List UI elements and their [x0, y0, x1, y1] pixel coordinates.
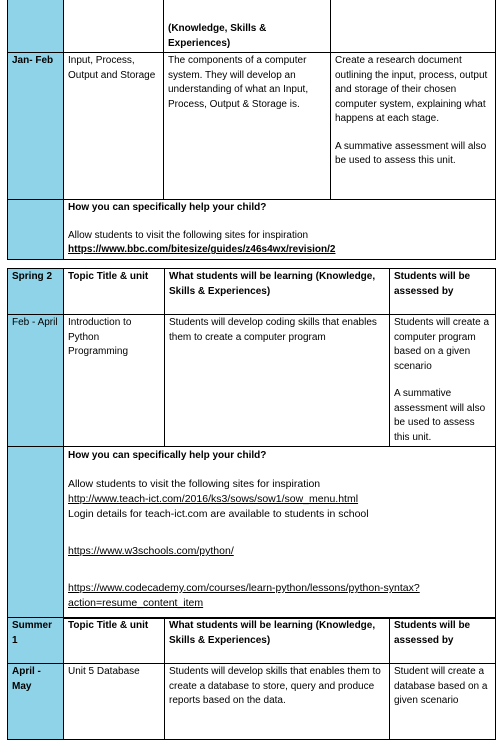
- assessment-text: Student will create a database based on a given scenario: [390, 664, 496, 740]
- spring-2-table: [7, 268, 496, 619]
- help-intro: Allow students to visit the following sites for inspiration: [68, 478, 321, 490]
- unit-row: [8, 53, 496, 200]
- header-row: [8, 269, 496, 315]
- term-cell: [8, 0, 64, 53]
- assessed-header: Students will be assessed by: [390, 618, 496, 664]
- learning-text: The components of a computer system. They will develop an understanding of what an Input, Process, Output & Storage is.: [164, 53, 331, 200]
- learning-text: Students will develop skills that enables them to create a database to store, query and produce reports based on the data.: [165, 664, 390, 740]
- login-details: Login details for teach-ict.com are available to students in school: [68, 508, 369, 520]
- summer-1-table: [7, 617, 496, 740]
- header-row: [8, 618, 496, 664]
- topic-header-cell: [64, 0, 164, 53]
- learning-header-text: (Knowledge, Skills & Experiences): [168, 23, 267, 49]
- topic-title: Introduction to Python Programming: [64, 315, 165, 447]
- codecademy-link[interactable]: https://www.codecademy.com/courses/learn-python/lessons/python-syntax?action=resume_content_item: [68, 582, 420, 609]
- bbc-bitesize-link[interactable]: https://www.bbc.com/bitesize/guides/z46s4wx/revision/2: [68, 244, 336, 255]
- help-cell: [64, 200, 496, 260]
- autumn-table: [7, 0, 496, 260]
- topic-title: Input, Process, Output and Storage: [64, 53, 164, 200]
- unit-row: [8, 664, 496, 740]
- learning-header: What students will be learning (Knowledge, Skills & Experiences): [165, 618, 390, 664]
- topic-header: Topic Title & unit: [64, 618, 165, 664]
- assessed-header: Students will be assessed by: [390, 269, 496, 315]
- topic-header: Topic Title & unit: [64, 269, 165, 315]
- assessment-text: Create a research document outlining the input, process, output and storage of their chosen computer system, explaining what happens at each stage.: [335, 55, 488, 124]
- assessed-header-cell: [331, 0, 496, 53]
- topic-title: Unit 5 Database: [64, 664, 165, 740]
- help-cell: [64, 447, 496, 619]
- learning-header: What students will be learning (Knowledge, Skills & Experiences): [165, 269, 390, 315]
- term-header: Summer 1: [8, 618, 64, 664]
- term-header: Spring 2: [8, 269, 64, 315]
- summative-text: A summative assessment will also be used to assess this unit.: [394, 388, 486, 443]
- term-label: Feb - April: [8, 315, 64, 447]
- header-row: [8, 0, 496, 53]
- help-title: How you can specifically help your child?: [68, 202, 267, 213]
- term-label: Jan- Feb: [8, 53, 64, 200]
- term-cell-spacer: [8, 200, 64, 260]
- help-row: [8, 447, 496, 619]
- learning-header-cell: [164, 0, 331, 53]
- help-intro: Allow students to visit the following sites for inspiration: [68, 229, 309, 241]
- help-row: [8, 200, 496, 260]
- term-cell-spacer: [8, 447, 64, 619]
- assessment-cell: [390, 315, 496, 447]
- assessment-cell: [331, 53, 496, 200]
- assessment-text: Students will create a computer program based on a given scenario: [394, 317, 490, 372]
- w3schools-link[interactable]: https://www.w3schools.com/python/: [68, 545, 234, 557]
- unit-row: [8, 315, 496, 447]
- help-title: How you can specifically help your child?: [68, 450, 267, 461]
- teach-ict-link[interactable]: http://www.teach-ict.com/2016/ks3/sows/sow1/sow_menu.html: [68, 493, 359, 505]
- summative-text: A summative assessment will also be used to assess this unit.: [335, 140, 487, 166]
- term-label: April - May: [8, 664, 64, 740]
- learning-text: Students will develop coding skills that enables them to create a computer program: [165, 315, 390, 447]
